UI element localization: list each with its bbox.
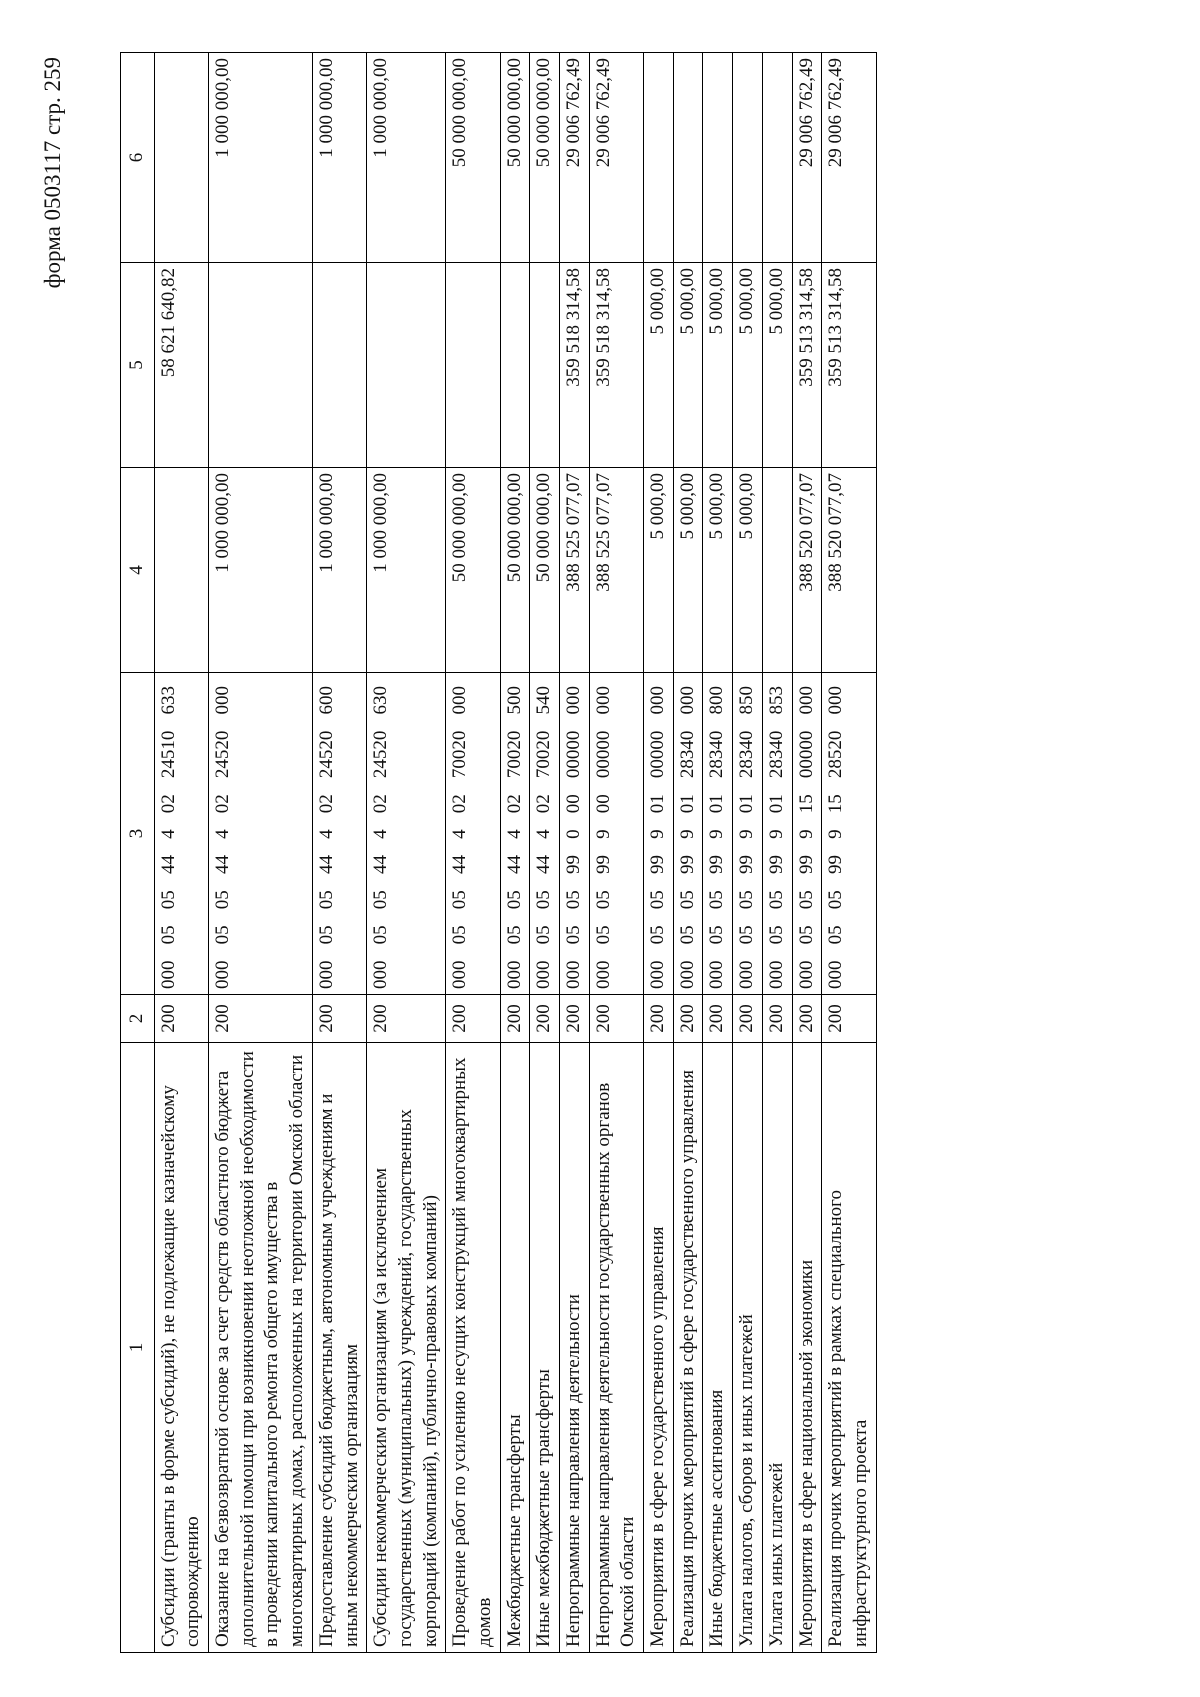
table-row xyxy=(446,53,500,1653)
row-name: Уплата иных платежей xyxy=(762,1043,792,1653)
unexecuted-amount: 1 000 000,00 xyxy=(312,53,366,263)
executed-amount: 359 518 314,58 xyxy=(560,263,590,468)
line-code: 200 xyxy=(792,995,822,1043)
budget-classification-code: 000 05 05 99 9 00 00000 000 xyxy=(589,673,643,995)
row-name: Межбюджетные трансферты xyxy=(500,1043,530,1653)
approved-amount xyxy=(762,468,792,673)
table-row xyxy=(209,53,313,1653)
budget-classification-code: 000 05 05 99 9 01 28340 000 xyxy=(673,673,703,995)
executed-amount xyxy=(367,263,446,468)
executed-amount: 5 000,00 xyxy=(673,263,703,468)
column-number: 6 xyxy=(121,53,155,263)
approved-amount: 5 000,00 xyxy=(644,468,674,673)
executed-amount xyxy=(209,263,313,468)
approved-amount: 50 000 000,00 xyxy=(446,468,500,673)
executed-amount: 359 518 314,58 xyxy=(589,263,643,468)
executed-amount: 359 513 314,58 xyxy=(822,263,876,468)
budget-classification-code: 000 05 05 99 9 01 28340 850 xyxy=(733,673,763,995)
line-code: 200 xyxy=(673,995,703,1043)
unexecuted-amount xyxy=(644,53,674,263)
executed-amount xyxy=(500,263,530,468)
budget-classification-code: 000 05 05 99 9 15 00000 000 xyxy=(792,673,822,995)
table-row xyxy=(644,53,674,1653)
budget-classification-code: 000 05 05 44 4 02 24520 630 xyxy=(367,673,446,995)
row-name: Непрограммные направления деятельности xyxy=(560,1043,590,1653)
line-code: 200 xyxy=(644,995,674,1043)
executed-amount: 5 000,00 xyxy=(703,263,733,468)
row-name: Реализация прочих мероприятий в сфере государственного управления xyxy=(673,1043,703,1653)
line-code: 200 xyxy=(530,995,560,1043)
row-name: Мероприятия в сфере государственного управления xyxy=(644,1043,674,1653)
row-name: Оказание на безвозвратной основе за счет средств областного бюджета дополнительной помощи при возникновении неотложной необходимости в проведении капитального ремонта общего имущества в многоквартирных домах, расположенных на территории Омской области xyxy=(209,1043,313,1653)
row-name: Мероприятия в сфере национальной экономики xyxy=(792,1043,822,1653)
budget-classification-code: 000 05 05 44 4 02 70020 540 xyxy=(530,673,560,995)
line-code: 200 xyxy=(733,995,763,1043)
unexecuted-amount xyxy=(673,53,703,263)
table-row xyxy=(500,53,530,1653)
column-number: 1 xyxy=(121,1043,155,1653)
budget-classification-code: 000 05 05 44 4 02 24510 633 xyxy=(154,673,208,995)
executed-amount: 5 000,00 xyxy=(762,263,792,468)
line-code: 200 xyxy=(446,995,500,1043)
row-name: Проведение работ по усилению несущих конструкций многоквартирных домов xyxy=(446,1043,500,1653)
table-row xyxy=(560,53,590,1653)
unexecuted-amount: 1 000 000,00 xyxy=(209,53,313,263)
row-name: Иные бюджетные ассигнования xyxy=(703,1043,733,1653)
row-name: Субсидии некоммерческим организациям (за исключением государственных (муниципальных) учреждений, государственных корпораций (компаний), публично-правовых компаний) xyxy=(367,1043,446,1653)
approved-amount: 388 520 077,07 xyxy=(822,468,876,673)
approved-amount xyxy=(154,468,208,673)
line-code: 200 xyxy=(560,995,590,1043)
line-code: 200 xyxy=(500,995,530,1043)
budget-classification-code: 000 05 05 44 4 02 70020 000 xyxy=(446,673,500,995)
approved-amount: 388 525 077,07 xyxy=(560,468,590,673)
row-name: Предоставление субсидий бюджетным, автономным учреждениям и иным некоммерческим организациям xyxy=(312,1043,366,1653)
approved-amount: 50 000 000,00 xyxy=(500,468,530,673)
executed-amount: 58 621 640,82 xyxy=(154,263,208,468)
unexecuted-amount: 50 000 000,00 xyxy=(446,53,500,263)
table-row xyxy=(530,53,560,1653)
approved-amount: 1 000 000,00 xyxy=(312,468,366,673)
column-number: 3 xyxy=(121,673,155,995)
table-row xyxy=(367,53,446,1653)
line-code: 200 xyxy=(154,995,208,1043)
table-row xyxy=(673,53,703,1653)
row-name: Реализация прочих мероприятий в рамках специального инфраструктурного проекта xyxy=(822,1043,876,1653)
approved-amount: 1 000 000,00 xyxy=(367,468,446,673)
row-name: Субсидии (гранты в форме субсидий), не подлежащие казначейскому сопровождению xyxy=(154,1043,208,1653)
budget-classification-code: 000 05 05 99 9 01 28340 853 xyxy=(762,673,792,995)
approved-amount: 388 520 077,07 xyxy=(792,468,822,673)
unexecuted-amount: 29 006 762,49 xyxy=(822,53,876,263)
unexecuted-amount xyxy=(733,53,763,263)
executed-amount xyxy=(312,263,366,468)
unexecuted-amount: 29 006 762,49 xyxy=(589,53,643,263)
executed-amount: 5 000,00 xyxy=(733,263,763,468)
line-code: 200 xyxy=(367,995,446,1043)
column-number: 5 xyxy=(121,263,155,468)
executed-amount: 359 513 314,58 xyxy=(792,263,822,468)
approved-amount: 5 000,00 xyxy=(733,468,763,673)
column-number: 2 xyxy=(121,995,155,1043)
budget-table xyxy=(120,52,877,1653)
budget-classification-code: 000 05 05 99 9 15 28520 000 xyxy=(822,673,876,995)
table-row xyxy=(792,53,822,1653)
line-code: 200 xyxy=(209,995,313,1043)
table-row xyxy=(154,53,208,1653)
table-row xyxy=(762,53,792,1653)
table-row xyxy=(312,53,366,1653)
approved-amount: 5 000,00 xyxy=(703,468,733,673)
budget-classification-code: 000 05 05 99 9 01 28340 800 xyxy=(703,673,733,995)
executed-amount: 5 000,00 xyxy=(644,263,674,468)
approved-amount: 388 525 077,07 xyxy=(589,468,643,673)
unexecuted-amount: 50 000 000,00 xyxy=(530,53,560,263)
unexecuted-amount: 50 000 000,00 xyxy=(500,53,530,263)
budget-classification-code: 000 05 05 99 0 00 00000 000 xyxy=(560,673,590,995)
table-row xyxy=(589,53,643,1653)
form-reference: форма 0503117 стр. 259 xyxy=(40,57,65,289)
unexecuted-amount xyxy=(154,53,208,263)
budget-classification-code: 000 05 05 44 4 02 24520 000 xyxy=(209,673,313,995)
approved-amount: 50 000 000,00 xyxy=(530,468,560,673)
approved-amount: 1 000 000,00 xyxy=(209,468,313,673)
unexecuted-amount: 29 006 762,49 xyxy=(792,53,822,263)
table-row xyxy=(733,53,763,1653)
column-number-row xyxy=(121,53,155,1653)
table-body xyxy=(154,53,876,1653)
column-number: 4 xyxy=(121,468,155,673)
budget-classification-code: 000 05 05 44 4 02 24520 600 xyxy=(312,673,366,995)
unexecuted-amount: 1 000 000,00 xyxy=(367,53,446,263)
line-code: 200 xyxy=(312,995,366,1043)
row-name: Иные межбюджетные трансферты xyxy=(530,1043,560,1653)
budget-classification-code: 000 05 05 44 4 02 70020 500 xyxy=(500,673,530,995)
unexecuted-amount xyxy=(703,53,733,263)
executed-amount xyxy=(446,263,500,468)
line-code: 200 xyxy=(822,995,876,1043)
approved-amount: 5 000,00 xyxy=(673,468,703,673)
unexecuted-amount xyxy=(762,53,792,263)
line-code: 200 xyxy=(589,995,643,1043)
table-row xyxy=(703,53,733,1653)
table-row xyxy=(822,53,876,1653)
executed-amount xyxy=(530,263,560,468)
line-code: 200 xyxy=(762,995,792,1043)
line-code: 200 xyxy=(703,995,733,1043)
budget-classification-code: 000 05 05 99 9 01 00000 000 xyxy=(644,673,674,995)
unexecuted-amount: 29 006 762,49 xyxy=(560,53,590,263)
row-name: Непрограммные направления деятельности государственных органов Омской области xyxy=(589,1043,643,1653)
row-name: Уплата налогов, сборов и иных платежей xyxy=(733,1043,763,1653)
